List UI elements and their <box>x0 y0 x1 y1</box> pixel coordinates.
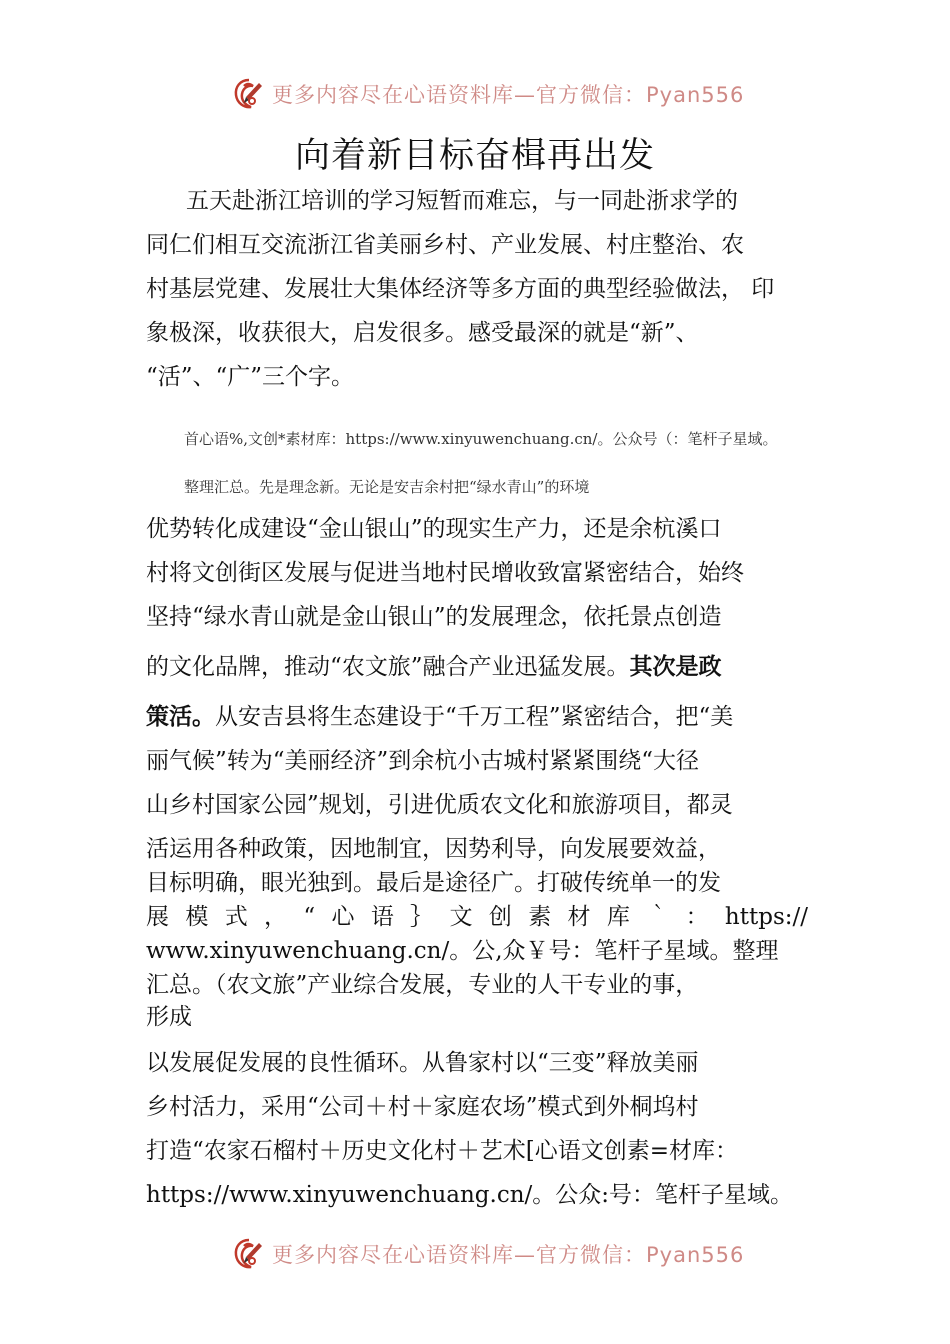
banner-text: 更多内容尽在心语资料库—官方微信：Pyan556 <box>272 83 745 107</box>
char: https:// <box>724 904 808 930</box>
char: 库 <box>606 904 630 930</box>
text-line: 坚持“绿水青山就是金山银山”的发展理念，依托景点创造 <box>146 604 722 630</box>
justified-line <box>146 900 808 934</box>
char: 心 <box>331 904 355 930</box>
page-title: 向着新目标奋楫再出发 <box>294 136 655 176</box>
char: 创 <box>488 904 512 930</box>
text-line: 同仁们相互交流浙江省美丽乡村、产业发展、村庄整治、农 <box>146 232 744 258</box>
header-banner <box>232 76 752 112</box>
text-line: 以发展促发展的良性循环。从鲁家村以“三变”释放美丽 <box>146 1050 699 1076</box>
text-line: 形成 <box>146 1004 192 1030</box>
char: 文 <box>449 904 473 930</box>
text-line: 优势转化成建设“金山银山”的现实生产力，还是余杭溪口 <box>146 516 722 542</box>
char: ： <box>685 904 709 930</box>
text-line: “活”、“广”三个字。 <box>146 364 355 390</box>
text-line <box>146 650 816 684</box>
char: 展 <box>146 904 169 930</box>
char: ｀ <box>646 904 670 930</box>
text-line: https://www.xinyuwenchuang.cn/。公众:号：笔杆子星域。 <box>146 1182 794 1208</box>
fountain-pen-swirl-logo-icon <box>232 77 266 111</box>
text-line: 乡村活力，采用“公司＋村＋家庭农场”模式到外桐坞村 <box>146 1094 699 1120</box>
text-line: 目标明确，眼光独到。最后是途径广。打破传统单一的发 <box>146 870 721 896</box>
banner-text: 更多内容尽在心语资料库—官方微信：Pyan556 <box>272 1243 745 1267</box>
text-line: 象极深，收获很大，启发很多。感受最深的就是“新”、 <box>146 320 699 346</box>
text-line: 汇总。（农文旅”产业综合发展，专业的人干专业的事， <box>146 972 699 998</box>
text-line: 村基层党建、发展壮大集体经济等多方面的典型经验做法， 印 <box>146 276 775 302</box>
char: “ <box>303 904 316 930</box>
source-note: 整理汇总。先是理念新。无论是安吉余村把“绿水青山”的环境 <box>184 478 590 496</box>
footer-banner <box>232 1236 752 1272</box>
line-text: 从安吉县将生态建设于“千万工程”紧密结合，把“美 <box>215 704 734 730</box>
text-line: 丽气候”转为“美丽经济”到余杭小古城村紧紧围绕“大径 <box>146 748 700 774</box>
line-text: 的文化品牌，推动“农文旅”融合产业迅猛发展。 <box>146 654 630 680</box>
char: ， <box>264 904 288 930</box>
text-line: 活运用各种政策，因地制宜，因势利导，向发展要效益， <box>146 836 721 862</box>
source-note: 首心语%,文创*素材库：https://www.xinyuwenchuang.cn/。公众号（：笔杆子星域。 <box>184 430 778 448</box>
fountain-pen-swirl-logo-icon <box>232 1237 266 1271</box>
char: 材 <box>567 904 591 930</box>
text-line <box>146 700 816 734</box>
char: 语 <box>370 904 394 930</box>
text-line: 村将文创街区发展与促进当地村民增收致富紧密结合，始终 <box>146 560 744 586</box>
char: 素 <box>528 904 552 930</box>
text-line: 五天赴浙江培训的学习短暂而难忘，与一同赴浙求学的 <box>186 188 738 214</box>
char: 式 <box>224 904 248 930</box>
char: ｝ <box>410 904 434 930</box>
bold-heading: 策活。 <box>146 704 215 730</box>
text-line: 打造“农家石榴村＋历史文化村＋艺术[心语文创素=材库： <box>146 1138 739 1164</box>
text-line: www.xinyuwenchuang.cn/。公,众￥号：笔杆子星域。整理 <box>146 938 779 964</box>
char: 模 <box>185 904 209 930</box>
text-line: 山乡村国家公园”规划，引进优质农文化和旅游项目，都灵 <box>146 792 733 818</box>
bold-heading: 其次是政 <box>629 654 722 680</box>
